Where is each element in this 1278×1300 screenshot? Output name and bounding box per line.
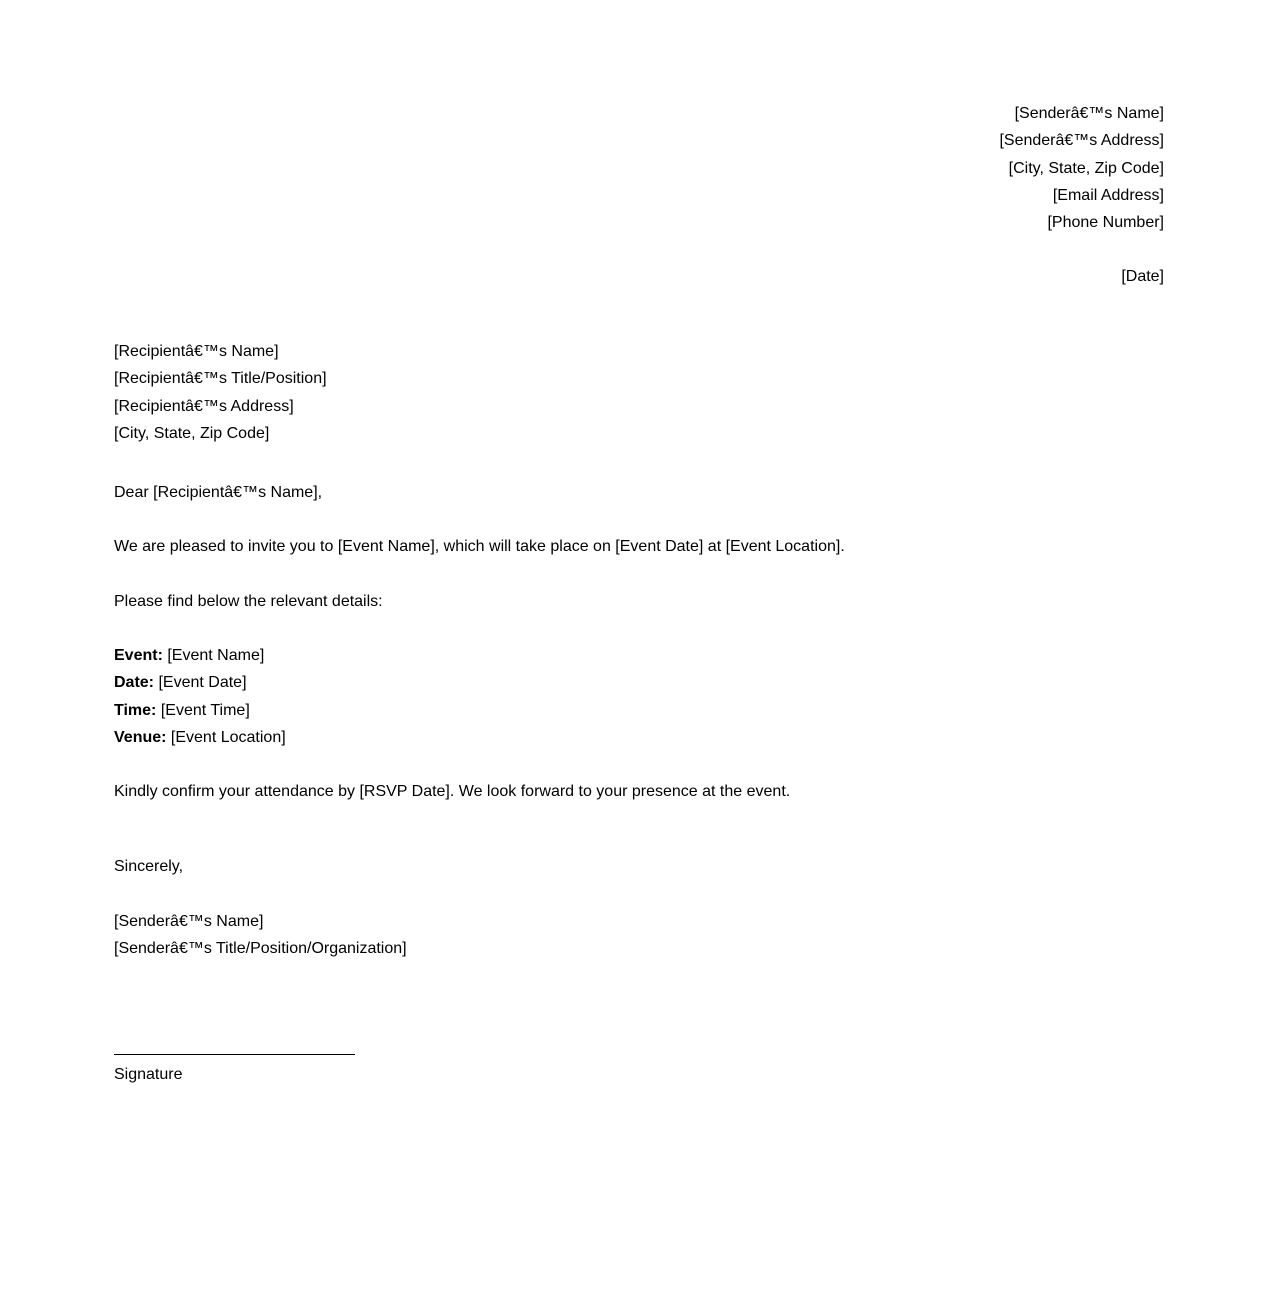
sender-city-state-zip: [City, State, Zip Code] [1008,159,1164,177]
event-details [114,642,1164,751]
salutation: Dear [Recipientâ€™s Name], [114,484,323,501]
recipient-city-state-zip: [City, State, Zip Code] [114,424,270,442]
sender-signoff [114,908,1164,963]
closing-paragraph: Kindly confirm your attendance by [RSVP Date]. We look forward to your presence at the event. [114,783,791,800]
detail-date [114,669,1164,696]
sender-block [114,100,1164,236]
detail-label: Event: [114,647,163,664]
signature-label: Signature [114,1066,183,1083]
sender-address: [Senderâ€™s Address] [999,132,1164,150]
signoff-sender-title: [Senderâ€™s Title/Position/Organization] [114,940,407,958]
detail-value: [Event Time] [156,701,250,719]
signature-line [114,1054,355,1055]
detail-label: Date: [114,674,155,692]
detail-venue [114,724,1164,751]
recipient-name: [Recipientâ€™s Name] [114,343,279,360]
detail-label: Venue: [114,728,167,746]
recipient-title: [Recipientâ€™s Title/Position] [114,370,327,388]
recipient-block [114,338,1164,447]
letter-date: [Date] [1121,268,1164,285]
signoff-sender-name: [Senderâ€™s Name] [114,913,264,930]
sender-email: [Email Address] [1052,186,1164,204]
detail-value: [Event Date] [154,674,247,692]
detail-label: Time: [114,701,157,719]
details-intro: Please find below the relevant details: [114,593,383,610]
detail-value: [Event Location] [166,728,286,746]
sender-phone: [Phone Number] [1047,214,1164,232]
detail-time [114,697,1164,724]
valediction: Sincerely, [114,858,184,875]
sender-name: [Senderâ€™s Name] [1014,105,1164,122]
recipient-address: [Recipientâ€™s Address] [114,397,294,415]
detail-value: [Event Name] [162,647,265,664]
detail-event [114,642,1164,669]
intro-paragraph: We are pleased to invite you to [Event Name], which will take place on [Event Date] at [Event Location]. [114,538,845,555]
